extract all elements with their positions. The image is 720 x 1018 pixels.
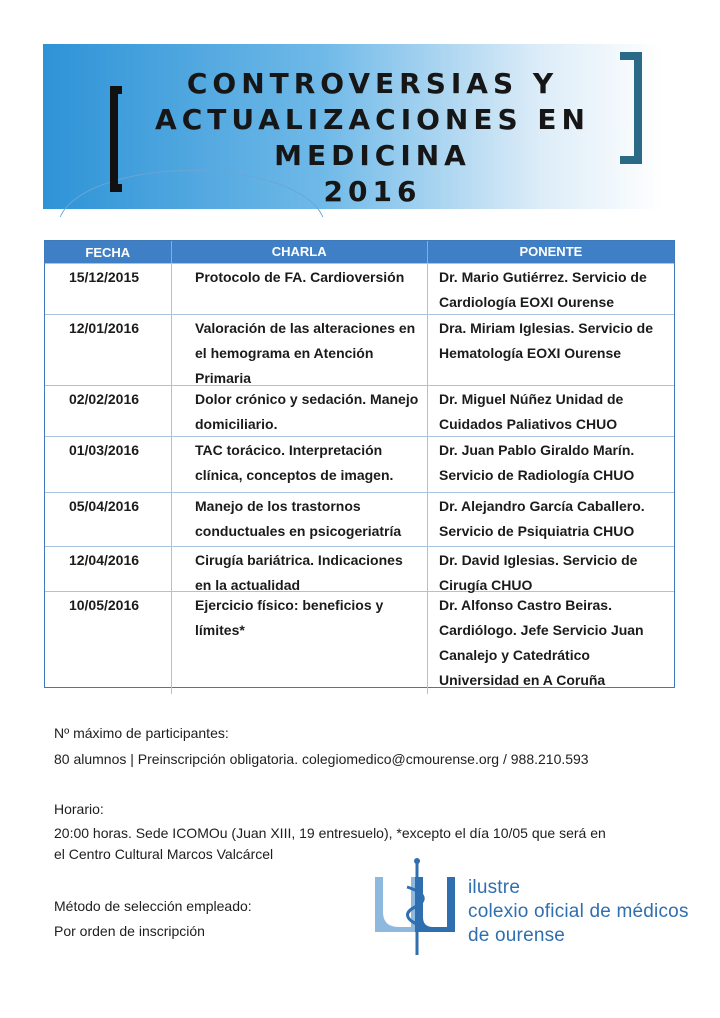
title-line-4: 2016: [323, 175, 422, 208]
row-talk: Manejo de los trastornos conductuales en psicogeriatría: [171, 493, 427, 546]
page-title: [130, 66, 615, 210]
logo-line-3: de ourense: [468, 925, 566, 946]
table-row: [45, 546, 674, 591]
row-talk: Cirugía bariátrica. Indicaciones en la actualidad: [171, 547, 427, 591]
logo-line-2: colexio oficial de médicos: [468, 901, 689, 922]
title-line-3: MEDICINA: [274, 139, 471, 172]
table-row: [45, 314, 674, 385]
method-label: Método de selección empleado:: [54, 898, 252, 914]
header-speaker: PONENTE: [427, 241, 674, 263]
schedule-label: Horario:: [54, 801, 104, 817]
table-row: [45, 492, 674, 546]
row-date: 01/03/2016: [68, 442, 140, 458]
schedule-text-line-1: 20:00 horas. Sede ICOMOu (Juan XIII, 19 entresuelo), *excepto el día 10/05 que será en: [54, 825, 606, 841]
row-speaker: Dr. Juan Pablo Giraldo Marín. Servicio de Radiología CHUO: [427, 437, 674, 492]
method-text: Por orden de inscripción: [54, 923, 205, 939]
table-row: [45, 436, 674, 492]
table-row: [45, 385, 674, 436]
college-logo-icon: [375, 857, 465, 957]
row-date: 10/05/2016: [68, 597, 140, 613]
logo-text: [468, 876, 689, 948]
row-date: 12/01/2016: [68, 320, 140, 336]
row-date: 12/04/2016: [68, 552, 140, 568]
row-speaker: Dr. Alejandro García Caballero. Servicio de Psiquiatria CHUO: [427, 493, 674, 546]
table-header-row: [45, 241, 674, 263]
row-talk: Ejercicio físico: beneficios y límites*: [171, 592, 427, 694]
row-speaker: Dr. David Iglesias. Servicio de Cirugía CHUO: [427, 547, 674, 591]
row-date: 15/12/2015: [68, 269, 140, 285]
participants-text: 80 alumnos | Preinscripción obligatoria. colegiomedico@cmourense.org / 988.210.593: [54, 751, 589, 767]
left-bracket-decoration: [110, 86, 122, 192]
row-talk: Valoración de las alteraciones en el hemograma en Atención Primaria: [171, 315, 427, 385]
row-talk: Protocolo de FA. Cardioversión: [171, 264, 427, 314]
row-date: 05/04/2016: [68, 498, 140, 514]
title-line-2: ACTUALIZACIONES EN: [155, 103, 590, 136]
title-line-1: CONTROVERSIAS Y: [186, 67, 559, 100]
header-talk: CHARLA: [171, 241, 427, 263]
row-speaker: Dra. Miriam Iglesias. Servicio de Hematología EOXI Ourense: [427, 315, 674, 385]
right-bracket-decoration: [620, 52, 642, 164]
row-talk: TAC torácico. Interpretación clínica, conceptos de imagen.: [171, 437, 427, 492]
row-speaker: Dr. Alfonso Castro Beiras. Cardiólogo. Jefe Servicio Juan Canalejo y Catedrático Universidad en A Coruña: [427, 592, 674, 694]
logo-line-1: ilustre: [468, 877, 521, 898]
schedule-text-line-2: el Centro Cultural Marcos Valcárcel: [54, 846, 274, 862]
row-date: 02/02/2016: [68, 391, 140, 407]
participants-label: Nº máximo de participantes:: [54, 725, 229, 741]
schedule-table: [44, 240, 675, 688]
row-speaker: Dr. Mario Gutiérrez. Servicio de Cardiología EOXI Ourense: [427, 264, 674, 314]
header-date: FECHA: [85, 244, 131, 260]
table-row: [45, 263, 674, 314]
table-row: [45, 591, 674, 694]
row-speaker: Dr. Miguel Núñez Unidad de Cuidados Paliativos CHUO: [427, 386, 674, 436]
row-talk: Dolor crónico y sedación. Manejo domiciliario.: [171, 386, 427, 436]
